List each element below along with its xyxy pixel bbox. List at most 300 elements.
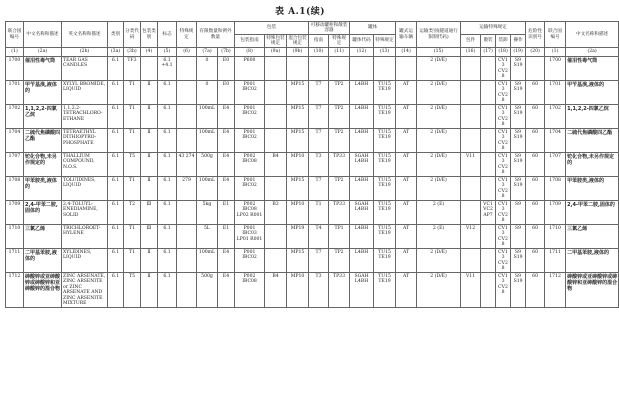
cell-lab: 6.1 (158, 273, 177, 308)
cell-pg: Ⅱ (141, 177, 158, 201)
cell-ti: T4 (309, 225, 329, 249)
cell-hin: 60 (526, 153, 545, 177)
th-operation: 操作 (511, 35, 526, 48)
cell-tsp (329, 57, 350, 81)
cell-en: ZINC ARSENATE, ZINC ARSENITE or ZINC ARSENATE AND ZINC ARSENITE MIXTURE (62, 273, 108, 308)
cell-ti: T7 (309, 105, 329, 129)
th-tank-special: 特殊规定 (329, 35, 350, 48)
cell-psp: B4 (265, 273, 287, 308)
column-number: (2a) (24, 48, 62, 57)
cell-pg: Ⅱ (141, 81, 158, 105)
cell-tc: L4BH (350, 81, 374, 105)
cell-un2: 1712 (545, 273, 566, 308)
cell-psp: B4 (265, 153, 287, 177)
cell-mp (287, 57, 309, 81)
cell-tsp: TP1 (329, 225, 350, 249)
cell-un2: 1710 (545, 225, 566, 249)
cell-veh: AT (396, 153, 417, 177)
cell-en: 1,1,2,2-TETRACHLORO-ETHANE (62, 105, 108, 129)
cell-cc: T1 (124, 105, 141, 129)
cell-mp: MP15 (287, 177, 309, 201)
cell-un2: 1708 (545, 177, 566, 201)
cell-op: S9 S19 (511, 249, 526, 273)
cell-un2: 1709 (545, 201, 566, 225)
th-tank-vehicle: 罐式运输车辆 (396, 22, 417, 48)
table-row (6, 249, 619, 273)
cell-op: S9 S19 (511, 81, 526, 105)
cell-pg: Ⅱ (141, 249, 158, 273)
cell-ti: T7 (309, 129, 329, 153)
cell-cn: 甲苄基溴,液体的 (24, 81, 62, 105)
cell-load: CV13 CV28 (496, 105, 511, 129)
cell-tsp: TP2 (329, 129, 350, 153)
cell-cat: 2 (E) (417, 225, 461, 249)
cell-sp (177, 105, 197, 129)
cell-cc: T1 (124, 129, 141, 153)
th-un-right: 联合国编号 (545, 22, 566, 48)
cell-cc: T1 (124, 177, 141, 201)
cell-eq: E4 (218, 153, 235, 177)
cell-hin (526, 57, 545, 81)
cell-lab: 6.1 (158, 105, 177, 129)
cell-op: S9 S19 (511, 57, 526, 81)
cell-cc: T2 (124, 201, 141, 225)
column-number: (1) (545, 48, 566, 57)
cell-op: S9 S19 (511, 153, 526, 177)
cell-psp (265, 129, 287, 153)
header-row-top (6, 22, 619, 35)
cell-pg: Ⅲ (141, 201, 158, 225)
cell-lab: 6.1 (158, 177, 177, 201)
cell-un: 1710 (6, 225, 24, 249)
cell-tsp2: TU15 TE19 (374, 225, 396, 249)
cell-hin: 60 (526, 105, 545, 129)
cell-veh: AT (396, 105, 417, 129)
cell-lab: 6.1 (158, 81, 177, 105)
cell-en: XYLIDINES, LIQUID (62, 249, 108, 273)
cell-lq: 500g (197, 273, 218, 308)
cell-pkg (461, 81, 481, 105)
cell-sp (177, 201, 197, 225)
cell-load: CV13 CV28 (496, 249, 511, 273)
th-transport-category: 运输类别(隧道通行限制代码) (417, 22, 461, 48)
cell-tsp: TP2 (329, 81, 350, 105)
cell-c: 6.1 (108, 225, 124, 249)
cell-op: S9 (511, 201, 526, 225)
cell-tc (350, 57, 374, 81)
cell-un: 1701 (6, 81, 24, 105)
cell-bulk (481, 105, 496, 129)
cell-cat: 2 (D/E) (417, 105, 461, 129)
column-number: (9b) (287, 48, 309, 57)
cell-hin: 60 (526, 177, 545, 201)
cell-psp (265, 177, 287, 201)
cell-load: CV13 CV28 (496, 81, 511, 105)
th-packages: 包件 (461, 35, 481, 48)
cell-sp (177, 225, 197, 249)
column-number: (6) (177, 48, 197, 57)
th-packing-instructions: 包装指南 (235, 35, 265, 48)
cell-load: CV13 CV28 (496, 201, 511, 225)
cell-eq: E4 (218, 177, 235, 201)
cell-mp: MP10 (287, 153, 309, 177)
cell-load: CV13 CV28 (496, 153, 511, 177)
cell-un: 1712 (6, 273, 24, 308)
cell-psp (265, 225, 287, 249)
cell-veh: AT (396, 249, 417, 273)
cell-cn2: 甲苄基溴,液体的 (566, 81, 619, 105)
cell-cn: 三氯乙烯 (24, 225, 62, 249)
column-number: (7a) (197, 48, 218, 57)
cell-cn2: 三氯乙烯 (566, 225, 619, 249)
cell-psp (265, 81, 287, 105)
cell-c: 6.1 (108, 201, 124, 225)
cell-lq: 100mL (197, 105, 218, 129)
cell-c: 6.1 (108, 273, 124, 308)
cell-pkg (461, 57, 481, 81)
column-number: (10) (309, 48, 329, 57)
th-tank-special-2: 特殊规定 (374, 35, 396, 48)
cell-tsp: TP33 (329, 153, 350, 177)
cell-un2: 1702 (545, 105, 566, 129)
cell-cn2: 二甲基苯胺,液体的 (566, 249, 619, 273)
cell-cc: TF3 (124, 57, 141, 81)
dangerous-goods-table (5, 21, 619, 308)
cell-pi: P001 IBC03 LP01 R001 (235, 225, 265, 249)
cell-psp: B3 (265, 201, 287, 225)
cell-lab: 6.1 (158, 129, 177, 153)
cell-hin: 60 (526, 273, 545, 308)
cell-tc: L4BH (350, 177, 374, 201)
cell-sp (177, 249, 197, 273)
th-mixed-packing: 混合包装规定 (288, 35, 307, 46)
cell-ti: T3 (309, 273, 329, 308)
cell-ti: T1 (309, 201, 329, 225)
cell-mp: MP10 (287, 273, 309, 308)
cell-sp: 43 274 (177, 153, 197, 177)
th-loading: 装卸 (496, 35, 511, 48)
cell-lq: 100mL (197, 129, 218, 153)
cell-tsp2: TU15 TE19 (374, 129, 396, 153)
cell-pi: P001 IBC02 (235, 81, 265, 105)
cell-cn2: 砷酸锌或亚砷酸锌或砷酸锌和亚砷酸锌的混合物 (566, 273, 619, 308)
cell-cn2: 2,4-甲苯二胺,固体的 (566, 201, 619, 225)
cell-bulk (481, 249, 496, 273)
cell-pg: Ⅱ (141, 129, 158, 153)
cell-cc: T5 (124, 273, 141, 308)
cell-tc: SGAH L4BH (350, 201, 374, 225)
cell-lq: 100mL (197, 249, 218, 273)
cell-ti (309, 57, 329, 81)
cell-load: CV13 CV28 (496, 273, 511, 308)
table-row (6, 81, 619, 105)
cell-en: XYLYL BROMIDE, LIQUID (62, 81, 108, 105)
cell-pkg: V11 (461, 153, 481, 177)
column-number: (9a) (265, 48, 287, 57)
table-title: 表 A.1(续) (274, 7, 326, 17)
cell-veh: AT (396, 273, 417, 308)
table-row (6, 105, 619, 129)
cell-veh: AT (396, 81, 417, 105)
th-limited-qty: 有限数量和例外数量 (197, 22, 235, 48)
column-number: (14) (396, 48, 417, 57)
cell-lq: 0 (197, 81, 218, 105)
cell-c: 6.1 (108, 249, 124, 273)
table-row (6, 153, 619, 177)
cell-psp (265, 105, 287, 129)
cell-sp (177, 57, 197, 81)
column-number: (11) (329, 48, 350, 57)
cell-mp: MP15 (287, 129, 309, 153)
cell-en: TOLUIDINES, LIQUID (62, 177, 108, 201)
cell-en: 2,4-TOLUYL-ENEDIAMINE, SOLID (62, 201, 108, 225)
cell-cat: 2 (D/E) (417, 81, 461, 105)
column-number: (20) (526, 48, 545, 57)
cell-tc: SGAH L4BH (350, 153, 374, 177)
column-number: (15) (417, 48, 461, 57)
column-number: (18) (496, 48, 511, 57)
cell-un: 1707 (6, 153, 24, 177)
cell-un2: 1701 (545, 81, 566, 105)
cell-en: THALLIUM COMPOUND, N.O.S. (62, 153, 108, 177)
cell-hin: 60 (526, 81, 545, 105)
cell-cn2: 铊化合物,未另作规定的 (566, 153, 619, 177)
cell-tsp: TP33 (329, 201, 350, 225)
cell-cn: 催泪性毒气筒 (24, 57, 62, 81)
cell-op: S9 S19 (511, 129, 526, 153)
cell-lab: 6.1 (158, 225, 177, 249)
cell-tsp2: TU15 TE19 (374, 105, 396, 129)
th-en: 英文名称和描述 (62, 22, 108, 48)
cell-cat: 2 (D/E) (417, 129, 461, 153)
cell-pkg (461, 105, 481, 129)
column-number: (3a) (108, 48, 124, 57)
column-number: (13) (374, 48, 396, 57)
cell-psp (265, 57, 287, 81)
cell-tsp2: TU15 TE19 (374, 177, 396, 201)
cell-bulk (481, 57, 496, 81)
column-number: (3b) (124, 48, 141, 57)
cell-pi: P002 IBC08 LP02 R001 (235, 201, 265, 225)
column-number: (2a) (566, 48, 619, 57)
cell-eq: E0 (218, 57, 235, 81)
cell-lq: 5kg (197, 201, 218, 225)
cell-cat: 2 (D/E) (417, 249, 461, 273)
cell-tc: L4BH (350, 225, 374, 249)
cell-lq: 100mL (197, 177, 218, 201)
cell-ti: T7 (309, 81, 329, 105)
cell-bulk (481, 153, 496, 177)
cell-c: 6.1 (108, 81, 124, 105)
cell-bulk (481, 129, 496, 153)
cell-lq: 5L (197, 225, 218, 249)
cell-op: S9 S19 (511, 273, 526, 308)
cell-cc: T5 (124, 153, 141, 177)
cell-eq: E4 (218, 105, 235, 129)
cell-hin: 60 (526, 225, 545, 249)
cell-pi: P001 IBC02 (235, 177, 265, 201)
cell-hin: 60 (526, 201, 545, 225)
column-number: (19) (511, 48, 526, 57)
th-hazard-id: 危险性识别号 (526, 22, 545, 48)
cell-psp (265, 249, 287, 273)
cell-eq: E1 (218, 225, 235, 249)
cell-cat: 2 (D/E) (417, 177, 461, 201)
cell-cn: 2,4-甲苯二胺,固体的 (24, 201, 62, 225)
table-row (6, 57, 619, 81)
cell-tsp2: TU15 TE19 (374, 153, 396, 177)
cell-tc: L4BH (350, 129, 374, 153)
cell-bulk (481, 225, 496, 249)
cell-eq: E4 (218, 273, 235, 308)
cell-un: 1711 (6, 249, 24, 273)
cell-un2: 1700 (545, 57, 566, 81)
cell-pkg (461, 177, 481, 201)
th-packaging: 包装 (235, 22, 309, 35)
cell-cn: 二硫代焦磷酸四乙酯 (24, 129, 62, 153)
th-class-code: 分类代码 (124, 22, 141, 48)
cell-load: CV13 CV28 (496, 57, 511, 81)
cell-cat: 2 (D/E) (417, 57, 461, 81)
cell-pkg (461, 249, 481, 273)
cell-pkg (461, 201, 481, 225)
cell-un2: 1704 (545, 129, 566, 153)
cell-pg: Ⅲ (141, 225, 158, 249)
cell-pi: P600 (235, 57, 265, 81)
cell-veh: AT (396, 177, 417, 201)
cell-op: S9 S19 (511, 105, 526, 129)
cell-tsp2: TU15 TE19 (374, 201, 396, 225)
table-row (6, 225, 619, 249)
th-tank-instructions: 指南 (309, 35, 329, 48)
column-number: (1) (6, 48, 24, 57)
cell-pg (141, 57, 158, 81)
table-row (6, 201, 619, 225)
column-number-row (6, 48, 619, 57)
cell-cc: T1 (124, 81, 141, 105)
th-bulk: 散装 (481, 35, 496, 48)
cell-en: TEAR GAS CANDLES (62, 57, 108, 81)
cell-lab: 6.1 (158, 201, 177, 225)
cell-lab: 6.1 +4.1 (158, 57, 177, 81)
cell-tsp: TP2 (329, 105, 350, 129)
cell-lab: 6.1 (158, 153, 177, 177)
cell-un: 1704 (6, 129, 24, 153)
cell-en: TRICHLOROET-HYLENE (62, 225, 108, 249)
cell-eq: E1 (218, 201, 235, 225)
cell-mp: MP10 (287, 201, 309, 225)
cell-un2: 1707 (545, 153, 566, 177)
cell-veh (396, 57, 417, 81)
cell-tsp2: TU15 TE19 (374, 249, 396, 273)
th-special-transport: 运输特殊规定 (461, 22, 526, 35)
cell-mp: MP15 (287, 249, 309, 273)
cell-pg: Ⅱ (141, 105, 158, 129)
cell-veh: AT (396, 129, 417, 153)
cell-c: 6.1 (108, 177, 124, 201)
cell-tsp: TP33 (329, 273, 350, 308)
th-portable-tank: 可移动罐柜和散装容器 (309, 22, 350, 35)
cell-un: 1702 (6, 105, 24, 129)
cell-en: TETRAETHYL DITHIOPYRO-PHOSPHATE (62, 129, 108, 153)
th-un: 联合国编号 (6, 22, 24, 48)
cell-veh: AT (396, 225, 417, 249)
cell-bulk (481, 81, 496, 105)
cell-un: 1708 (6, 177, 24, 201)
cell-tsp: TP2 (329, 177, 350, 201)
cell-c: 6.1 (108, 105, 124, 129)
column-number: (4) (141, 48, 158, 57)
cell-cn: 砷酸锌或亚砷酸锌或砷酸锌和亚砷酸锌的混合物 (24, 273, 62, 308)
cell-tsp: TP2 (329, 249, 350, 273)
cell-lq: 0 (197, 57, 218, 81)
th-packing-group: 包装类别 (141, 22, 158, 48)
cell-cat: 2 (E) (417, 201, 461, 225)
th-labels: 标志 (158, 22, 177, 48)
table-row (6, 273, 619, 308)
cell-veh: AT (396, 201, 417, 225)
cell-c: 6.1 (108, 129, 124, 153)
cell-sp (177, 273, 197, 308)
cell-hin: 60 (526, 129, 545, 153)
cell-eq: E4 (218, 249, 235, 273)
cell-sp: 279 (177, 177, 197, 201)
cell-cat: 2 (D/E) (417, 153, 461, 177)
cell-eq: E0 (218, 81, 235, 105)
cell-tsp2 (374, 57, 396, 81)
cell-bulk (481, 177, 496, 201)
cell-ti: T7 (309, 177, 329, 201)
th-special-packing: 特殊包装规定 (266, 35, 285, 46)
cell-pi: P001 IBC02 (235, 105, 265, 129)
cell-pi: P001 IBC02 (235, 129, 265, 153)
cell-un: 1700 (6, 57, 24, 81)
th-special-provisions: 特殊规定 (177, 22, 197, 48)
th-cn-right: 中文名称和描述 (566, 22, 619, 48)
cell-bulk: VC1 VC2 AP7 (481, 201, 496, 225)
column-number: (5) (158, 48, 177, 57)
cell-cn: 二甲基苯胺,液体的 (24, 249, 62, 273)
th-cn: 中文名称和描述 (24, 22, 62, 48)
cell-tsp2: TU15 TE19 (374, 81, 396, 105)
cell-cn: 1,1,2,2-四氯乙烷 (24, 105, 62, 129)
cell-hin: 60 (526, 249, 545, 273)
cell-cat: 2 (D/E) (417, 273, 461, 308)
cell-pkg (461, 129, 481, 153)
cell-op: S9 (511, 225, 526, 249)
cell-tsp2: TU15 TE19 (374, 273, 396, 308)
cell-ti: T3 (309, 153, 329, 177)
column-number: (8) (235, 48, 265, 57)
column-number: (12) (350, 48, 374, 57)
cell-lq: 500g (197, 153, 218, 177)
cell-pg: Ⅱ (141, 273, 158, 308)
cell-cc: T1 (124, 249, 141, 273)
cell-tc: SGAH L4BH (350, 273, 374, 308)
cell-cn2: 1,1,2,2-四氯乙烷 (566, 105, 619, 129)
cell-cn: 甲苯胺类,液体的 (24, 177, 62, 201)
cell-op: S9 S19 (511, 177, 526, 201)
cell-load: CV13 CV28 (496, 225, 511, 249)
cell-tc: L4BH (350, 249, 374, 273)
cell-c: 6.1 (108, 57, 124, 81)
cell-load: CV13 CV28 (496, 129, 511, 153)
cell-mp: MP15 (287, 81, 309, 105)
column-number: (16) (461, 48, 481, 57)
th-tank-code: 罐体代码 (350, 35, 374, 48)
cell-lab: 6.1 (158, 249, 177, 273)
cell-mp: MP15 (287, 105, 309, 129)
